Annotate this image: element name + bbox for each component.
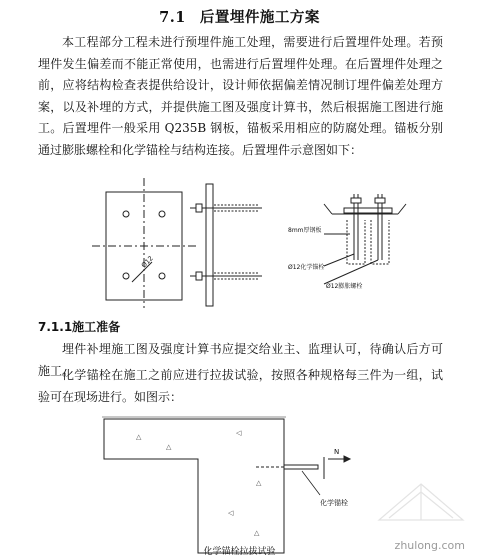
concrete-section: [102, 417, 286, 553]
subsection-heading: [38, 318, 120, 335]
intro-paragraph: 本工程部分工程未进行预埋件施工处理，需要进行后置埋件处理。若预埋件发生偏差而不能正常使用，也需进行后置埋件处理。在后置埋件处理之前，应将结构检查表提供给设计，设计师依据偏差情况制订埋件偏差处理方案，以及补埋的方式，并提供施工图及强度计算书，然后根据施工图进行施工。后置埋件一般采用 Q235B 钢板，锚板采用相应的防腐处理。锚板分别通过膨胀螺栓和化学锚栓与结构连接。后置埋件示意图如下：: [38, 35, 443, 157]
prep-paragraph: 埋件补埋施工图及强度计算书应提交给业主、监理认可，待确认后方可施工。: [38, 342, 443, 378]
section-title-text: 后置埋件施工方案: [199, 9, 320, 26]
section-title: [0, 6, 479, 27]
plate-front-view: [92, 178, 196, 308]
force-label: N: [334, 448, 340, 456]
pullout-test-figure: [96, 415, 356, 555]
expansion-bolt-label: Ø12膨胀螺栓: [326, 283, 363, 290]
subsection-title: 施工准备: [72, 320, 121, 334]
anchor-section-view: [324, 194, 406, 284]
svg-text:◁: ◁: [228, 509, 234, 517]
watermark-text: zhulong.com: [394, 539, 465, 552]
svg-text:△: △: [256, 479, 262, 487]
plate-side-view: [190, 184, 262, 306]
plate-hole-label: Ø12: [139, 254, 155, 270]
svg-text:△: △: [166, 443, 172, 451]
svg-text:△: △: [136, 433, 142, 441]
figure-caption: 化学锚栓拉拔试验: [203, 547, 276, 557]
anchor-label: 化学锚栓: [320, 499, 348, 507]
section-number: 7.1: [159, 9, 186, 26]
svg-text:△: △: [254, 529, 260, 537]
test-paragraph: 化学锚栓在施工之前应进行拉拔试验，按照各种规格每三件为一组，试验可在现场进行。如图示：: [38, 368, 443, 404]
plate-thickness-label: 8mm厚钢板: [288, 227, 322, 234]
svg-text:◁: ◁: [236, 429, 242, 437]
embed-plate-figure: [92, 168, 462, 314]
chemical-anchor-label: Ø12化学锚栓: [288, 264, 325, 271]
anchor-rod: [256, 457, 324, 479]
tension-force-arrow: [328, 456, 350, 462]
subsection-number: 7.1.1: [38, 320, 73, 334]
